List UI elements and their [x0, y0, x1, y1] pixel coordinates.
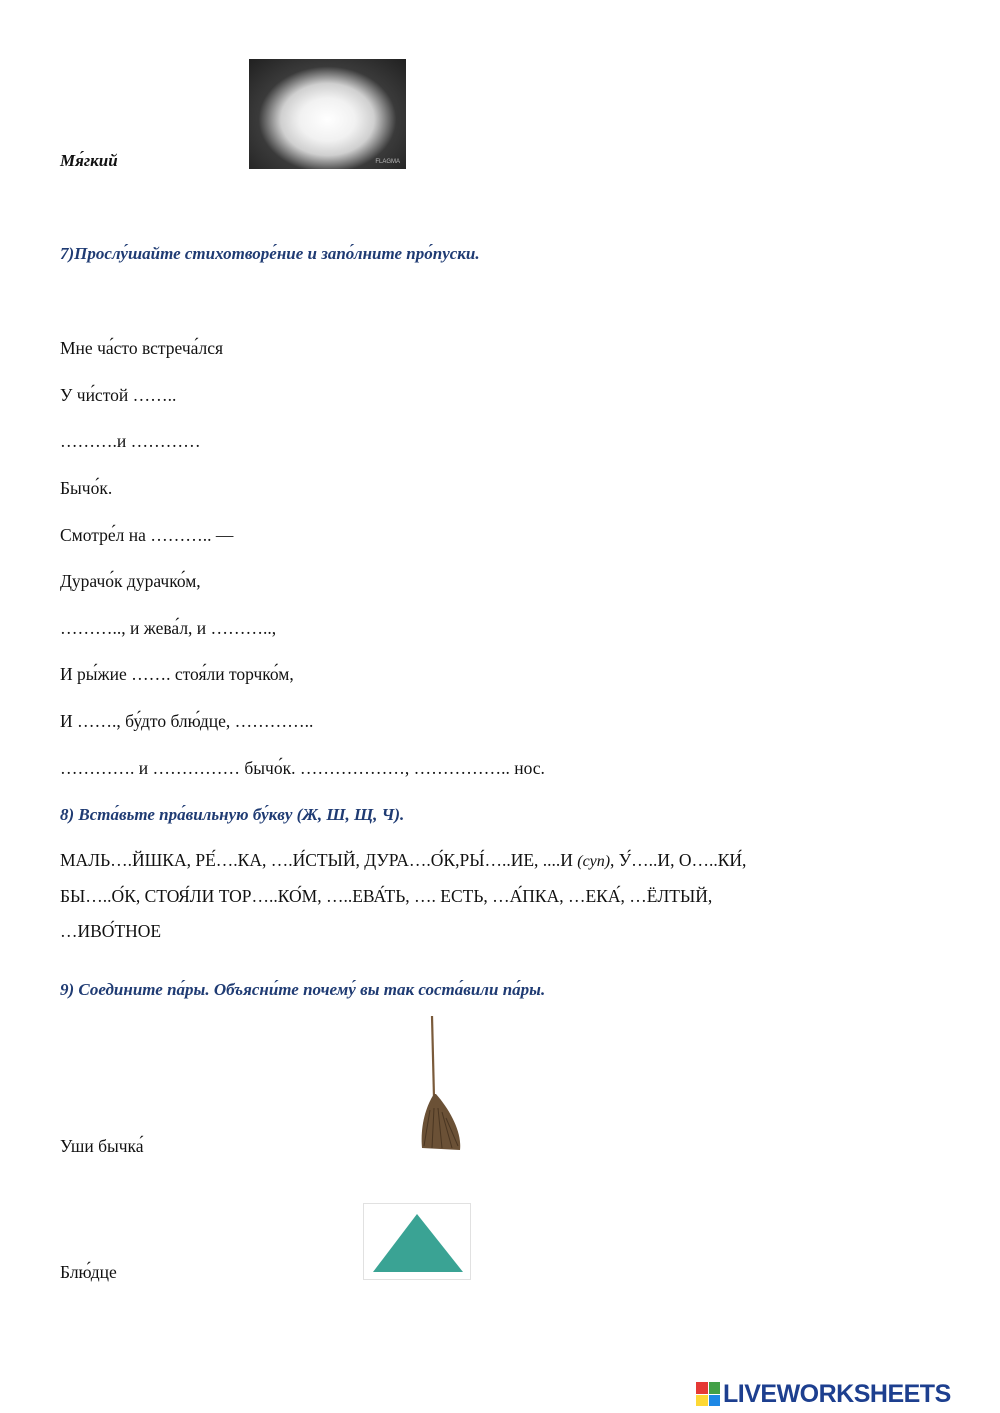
letters-row-3: …ИВО́ТНОЕ: [60, 921, 162, 941]
liveworksheets-badge-icon: [696, 1382, 720, 1406]
poem-line: …………. и …………… бычо́к. ………………, …………….. нос.: [60, 758, 545, 778]
pair-item-saucer: Блю́дце: [60, 1262, 117, 1282]
pair-item-ears: Уши бычка́: [60, 1136, 144, 1156]
down-feathers-image: FLAGMA: [249, 59, 406, 169]
poem-line: Смотре́л на ……….. —: [60, 525, 234, 545]
liveworksheets-logo: LIVEWORKSHEETS: [696, 1380, 951, 1408]
task9-heading: 9) Соедините па́ры. Объясни́те почему́ вы так соста́вили па́ры.: [60, 980, 546, 999]
letters-row-2: БЫ…..О́К, СТОЯ́ЛИ ТОР…..КО́М, …..ЕВА́ТЬ, …. ЕСТЬ, …А́ПКА, …ЕКА́, …ЁЛТЫЙ,: [60, 886, 713, 906]
broom-image: [416, 1014, 468, 1154]
soft-label: Мя́гкий: [60, 151, 118, 170]
poem-line: ……….и …………: [60, 431, 201, 451]
poem-line: Дурачо́к дурачко́м,: [60, 571, 201, 591]
task8-heading: 8) Вста́вьте пра́вильную бу́кву (Ж, Ш, Щ, Ч).: [60, 805, 405, 824]
letters-exercise: [60, 843, 920, 949]
poem-line: У чи́стой ……..: [60, 385, 177, 405]
triangle-image: [363, 1203, 471, 1280]
letters-row-1: МАЛЬ….ЙШКА, РЕ́….КА, ….И́СТЫЙ, ДУРА….О́К,РЫ́…..ИЕ, ....И (суп), У́…..И, О…..КИ́,: [60, 850, 747, 870]
poem-line: Бычо́к.: [60, 478, 113, 498]
poem-line: И ……., бу́дто блю́дце, …………..: [60, 711, 314, 731]
task7-heading: 7)Прослу́шайте стихотворе́ние и запо́лните про́пуски.: [60, 244, 480, 263]
poem-line: И ры́жие ……. стоя́ли торчко́м,: [60, 664, 294, 684]
poem-line: Мне ча́сто встреча́лся: [60, 338, 224, 358]
poem-line: ……….., и жева́л, и ………..,: [60, 618, 277, 638]
